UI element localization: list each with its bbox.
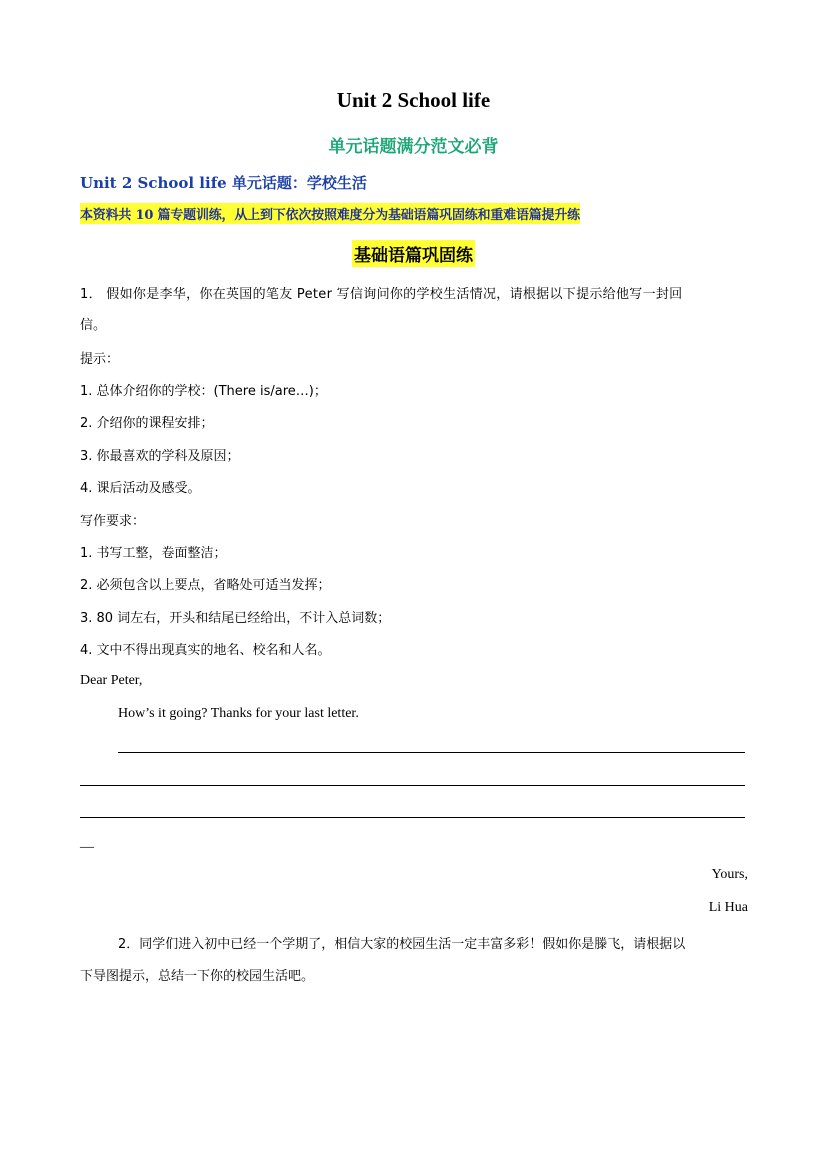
q2-prompt-line1: 2．同学们进入初中已经一个学期了，相信大家的校园生活一定丰富多彩！假如你是滕飞，请根据以	[118, 937, 686, 952]
intro-highlight: 本资料共 10 篇专题训练，从上到下依次按照难度分为基础语篇巩固练和重难语篇提升练	[80, 203, 580, 224]
q1-prompt-line1: 1． 假如你是李华，你在英国的笔友 Peter 写信询问你的学校生活情况，请根据以下提示给他写一封回	[80, 287, 683, 302]
letter-signature: Li Hua	[708, 900, 748, 915]
q1-requirement-item: 1. 书写工整，卷面整洁；	[80, 546, 227, 561]
letter-opening: How’s it going? Thanks for your last letter.	[118, 706, 359, 721]
document-title: Unit 2 School life	[336, 88, 491, 112]
q1-requirement-item: 3. 80 词左右，开头和结尾已经给出，不计入总词数；	[80, 611, 391, 626]
q1-requirement-item: 2. 必须包含以上要点，省略处可适当发挥；	[80, 578, 331, 593]
document-subtitle: 单元话题满分范文必背	[328, 137, 499, 157]
section-heading: 基础语篇巩固练	[352, 240, 475, 267]
answer-line[interactable]	[118, 752, 745, 753]
answer-line[interactable]	[80, 785, 745, 786]
q1-hint-item: 3. 你最喜欢的学科及原因；	[80, 449, 240, 464]
q1-hint-label: 提示：	[80, 352, 120, 367]
q2-prompt-line2: 下导图提示，总结一下你的校园生活吧。	[80, 969, 315, 984]
answer-line-end: __	[80, 835, 94, 850]
topic-line: Unit 2 School life 单元话题：学校生活	[80, 174, 367, 192]
answer-line[interactable]	[80, 817, 745, 818]
q1-requirement-item: 4. 文中不得出现真实的地名、校名和人名。	[80, 643, 331, 658]
q1-hint-item: 2. 介绍你的课程安排；	[80, 416, 214, 431]
q1-hint-item: 4. 课后活动及感受。	[80, 481, 201, 496]
q1-requirements-label: 写作要求：	[80, 514, 146, 529]
q1-hint-item: 1. 总体介绍你的学校：(There is/are…)；	[80, 384, 327, 399]
letter-closing: Yours,	[711, 867, 748, 882]
q1-prompt-line2: 信。	[80, 318, 107, 333]
letter-greeting: Dear Peter,	[80, 673, 143, 688]
section-heading-wrap	[0, 240, 827, 267]
